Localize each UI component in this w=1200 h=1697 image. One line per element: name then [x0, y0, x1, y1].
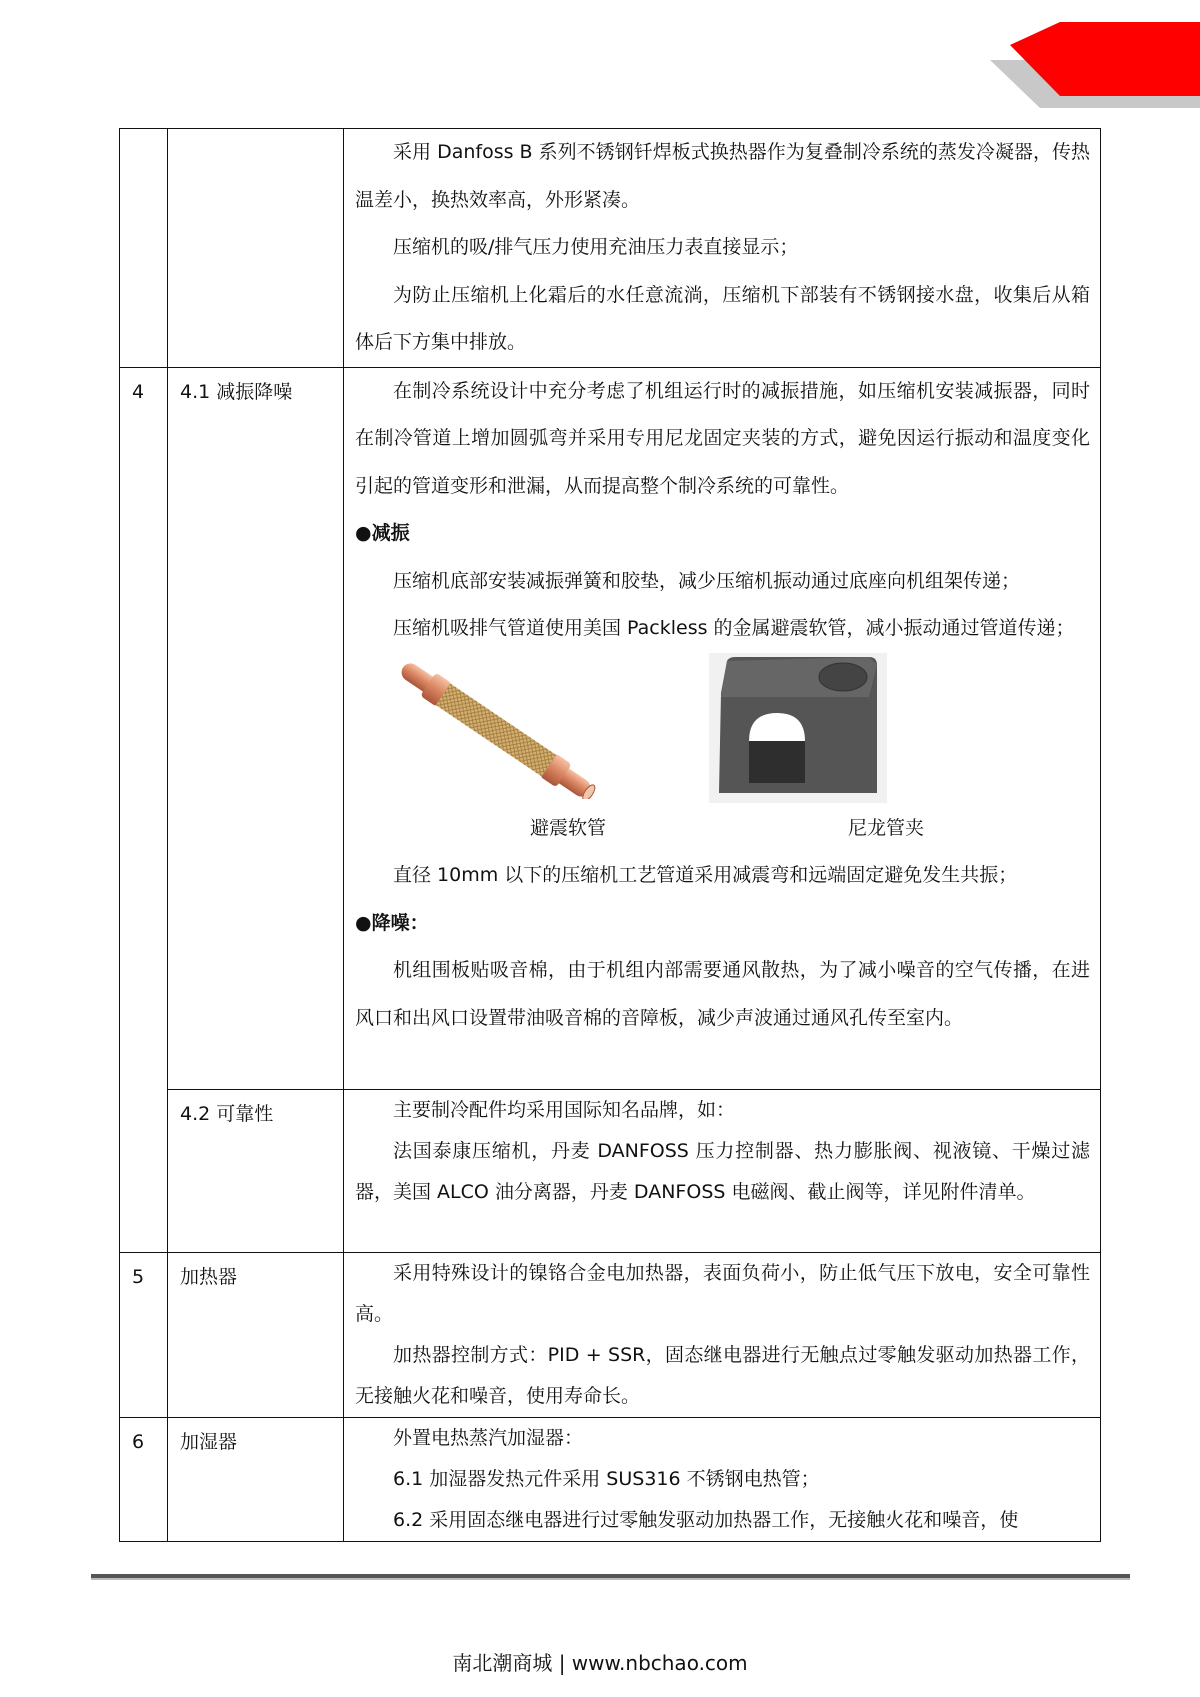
paragraph: 6.2 采用固态继电器进行过零触发驱动加热器工作，无接触火花和噪音，使	[393, 1508, 1019, 1531]
caption-hose: 避震软管	[530, 816, 607, 839]
image-row	[355, 653, 1090, 805]
paragraph: 法国泰康压缩机，丹麦 DANFOSS 压力控制器、热力膨胀阀、视液镜、干燥过滤器，美国 ALCO 油分离器，丹麦 DANFOSS 电磁阀、截止阀等，详见附件清单。	[355, 1139, 1090, 1203]
paragraph: 压缩机吸排气管道使用美国 Packless 的金属避震软管，减小振动通过管道传递；	[393, 617, 1075, 639]
row-content	[344, 367, 1101, 1089]
footer-text: 南北潮商城 | www.nbchao.com	[452, 1651, 748, 1675]
row-label	[168, 129, 344, 368]
table-row	[120, 1252, 1101, 1417]
row-number	[120, 367, 168, 1252]
paragraph: 6.1 加湿器发热元件采用 SUS316 不锈钢电热管；	[393, 1467, 820, 1490]
row-label-text: 4.1 减振降噪	[180, 380, 293, 403]
section-heading: ●减振	[355, 522, 410, 544]
table-row	[120, 1417, 1101, 1541]
paragraph: 为防止压缩机上化霜后的水任意流淌，压缩机下部装有不锈钢接水盘，收集后从箱体后下方集中排放。	[355, 283, 1090, 353]
paragraph: 机组围板贴吸音棉，由于机组内部需要通风散热，为了减小噪音的空气传播，在进风口和出风口设置带油吸音棉的音障板，减少声波通过通风孔传至室内。	[355, 959, 1090, 1029]
row-label-text: 加热器	[180, 1265, 238, 1288]
footer-divider	[91, 1574, 1130, 1580]
row-content	[344, 1417, 1101, 1541]
paragraph: 加热器控制方式：PID + SSR，固态继电器进行无触点过零触发驱动加热器工作，无接触火花和噪音，使用寿命长。	[355, 1343, 1090, 1407]
corner-decoration	[950, 0, 1200, 110]
table-row	[120, 1089, 1101, 1252]
caption-clamp: 尼龙管夹	[848, 816, 925, 839]
row-label	[168, 1252, 344, 1417]
row-content	[344, 1252, 1101, 1417]
row-label	[168, 1089, 344, 1252]
row-number	[120, 1417, 168, 1541]
section-heading: ●降噪：	[355, 911, 429, 934]
paragraph: 压缩机底部安装减振弹簧和胶垫，减少压缩机振动通过底座向机组架传递；	[393, 569, 1021, 592]
paragraph: 直径 10mm 以下的压缩机工艺管道采用减震弯和远端固定避免发生共振；	[393, 864, 1018, 886]
row-number-text: 4	[132, 380, 145, 403]
nylon-clamp-image	[709, 653, 887, 803]
row-number	[120, 1252, 168, 1417]
paragraph: 采用特殊设计的镍铬合金电加热器，表面负荷小，防止低气压下放电，安全可靠性高。	[355, 1261, 1090, 1325]
row-label-text: 加湿器	[180, 1430, 238, 1453]
spec-table	[119, 128, 1101, 1542]
row-number-text: 6	[132, 1430, 145, 1453]
table-row	[120, 367, 1101, 1089]
paragraph: 压缩机的吸/排气压力使用充油压力表直接显示；	[393, 236, 799, 258]
row-label	[168, 367, 344, 1089]
vibration-hose-image	[396, 661, 596, 799]
row-label	[168, 1417, 344, 1541]
row-content	[344, 1089, 1101, 1252]
row-content	[344, 129, 1101, 368]
row-number-text: 5	[132, 1265, 145, 1288]
paragraph: 外置电热蒸汽加湿器：	[393, 1426, 584, 1449]
paragraph: 采用 Danfoss B 系列不锈钢钎焊板式换热器作为复叠制冷系统的蒸发冷凝器，传热温差小，换热效率高，外形紧凑。	[355, 141, 1090, 211]
paragraph: 在制冷系统设计中充分考虑了机组运行时的减振措施，如压缩机安装减振器，同时在制冷管道上增加圆弧弯并采用专用尼龙固定夹装的方式，避免因运行振动和温度变化引起的管道变形和泄漏，从而提高整个制冷系统的可靠性。	[355, 379, 1090, 497]
paragraph: 主要制冷配件均采用国际知名品牌，如：	[393, 1098, 736, 1121]
image-captions	[355, 805, 1090, 853]
row-label-text: 4.2 可靠性	[180, 1102, 274, 1125]
table-row	[120, 129, 1101, 368]
row-number	[120, 129, 168, 368]
